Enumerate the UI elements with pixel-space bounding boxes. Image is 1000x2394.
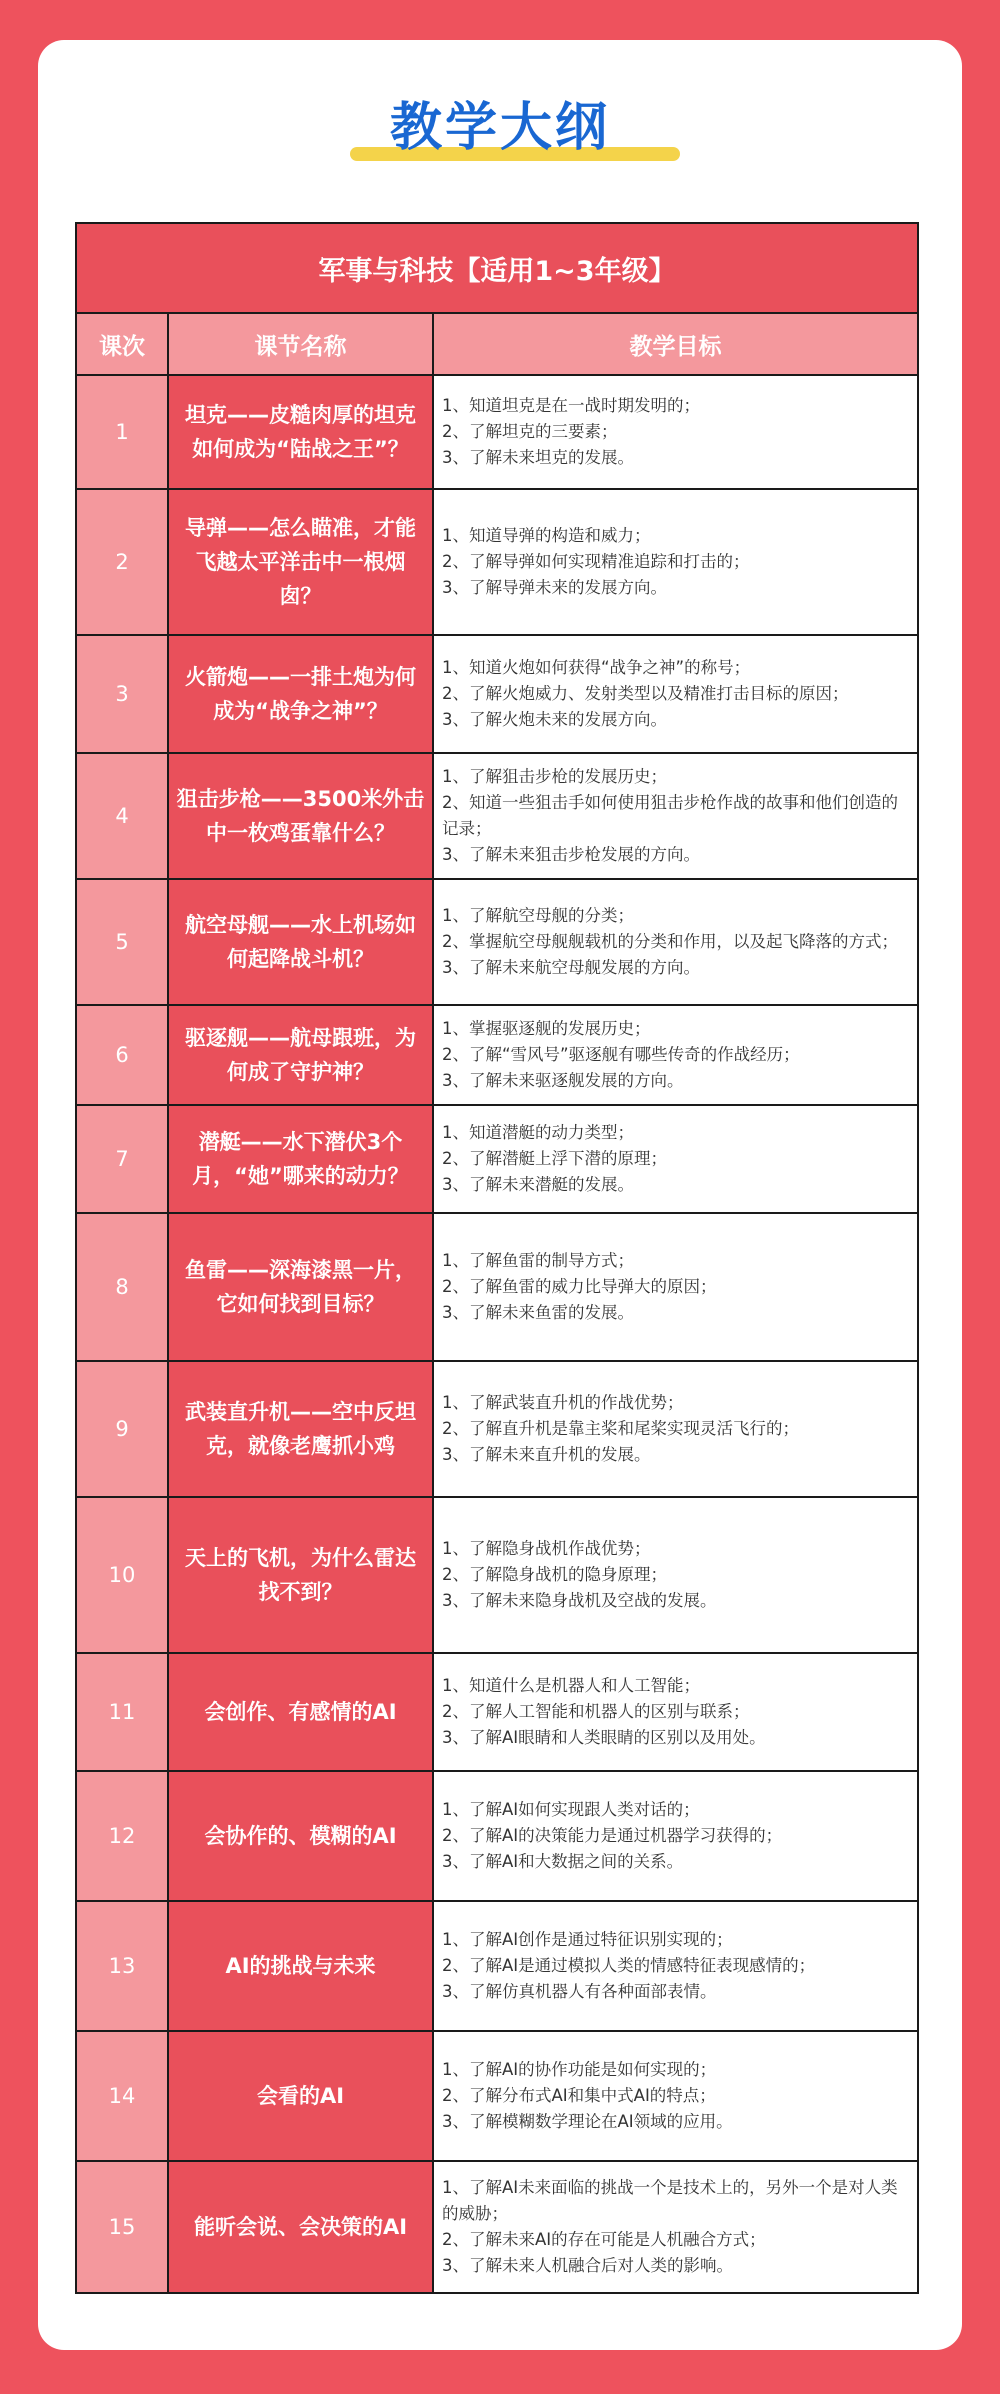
lesson-number: 7 [76,1105,168,1213]
table-row [76,1213,918,1361]
table-caption: 军事与科技【适用1~3年级】 [76,223,918,313]
table-row [76,1771,918,1901]
lesson-name: 会创作、有感情的AI [168,1653,433,1771]
lesson-goals [433,1497,918,1653]
goal-line: 3、了解AI和大数据之间的关系。 [442,1852,684,1871]
lesson-number: 5 [76,879,168,1005]
goal-line: 2、了解未来AI的存在可能是人机融合方式； [442,2230,766,2249]
table-row [76,1105,918,1213]
table-row [76,635,918,753]
goal-line: 2、了解导弹如何实现精准追踪和打击的； [442,552,750,571]
column-header-goals: 教学目标 [433,313,918,375]
lesson-number: 11 [76,1653,168,1771]
lesson-name: 天上的飞机，为什么雷达找不到？ [168,1497,433,1653]
goal-line: 3、了解未来坦克的发展。 [442,448,634,467]
goal-line: 3、了解模糊数学理论在AI领域的应用。 [442,2112,733,2131]
goal-line: 1、了解航空母舰的分类； [442,906,634,925]
table-row [76,2161,918,2293]
syllabus-table [75,222,919,2294]
table-row [76,879,918,1005]
lesson-name: 会协作的、模糊的AI [168,1771,433,1901]
table-row [76,1005,918,1105]
goal-line: 3、了解仿真机器人有各种面部表情。 [442,1982,717,2001]
goal-line: 1、知道导弹的构造和威力； [442,526,651,545]
goal-line: 3、了解未来人机融合后对人类的影响。 [442,2256,733,2275]
goal-line: 2、了解AI的决策能力是通过机器学习获得的； [442,1826,783,1845]
lesson-number: 2 [76,489,168,635]
table-row [76,1653,918,1771]
lesson-name: 狙击步枪——3500米外击中一枚鸡蛋靠什么？ [168,753,433,879]
goal-line: 2、了解人工智能和机器人的区别与联系； [442,1702,750,1721]
title-block [38,95,962,205]
lesson-goals [433,1361,918,1497]
goal-line: 1、知道潜艇的动力类型； [442,1123,634,1142]
lesson-name: 鱼雷——深海漆黑一片，它如何找到目标？ [168,1213,433,1361]
lesson-goals [433,753,918,879]
lesson-number: 15 [76,2161,168,2293]
lesson-goals [433,635,918,753]
lesson-goals [433,1771,918,1901]
lesson-goals [433,1901,918,2031]
lesson-number: 3 [76,635,168,753]
goal-line: 1、了解AI如何实现跟人类对话的； [442,1800,700,1819]
goal-line: 1、知道坦克是在一战时期发明的； [442,396,700,415]
lesson-goals [433,1005,918,1105]
lesson-number: 12 [76,1771,168,1901]
column-header-lesson: 课次 [76,313,168,375]
lesson-goals [433,1653,918,1771]
goal-line: 3、了解火炮未来的发展方向。 [442,710,667,729]
content-card [38,40,962,2350]
table-row [76,489,918,635]
goal-line: 1、掌握驱逐舰的发展历史； [442,1019,651,1038]
goal-line: 1、知道什么是机器人和人工智能； [442,1676,700,1695]
lesson-name: 潜艇——水下潜伏3个月，“她”哪来的动力？ [168,1105,433,1213]
goal-line: 2、了解潜艇上浮下潜的原理； [442,1149,667,1168]
lesson-goals [433,489,918,635]
lesson-goals [433,375,918,489]
table-row [76,2031,918,2161]
goal-line: 3、了解AI眼睛和人类眼睛的区别以及用处。 [442,1728,766,1747]
lesson-number: 14 [76,2031,168,2161]
table-header-row [76,313,918,375]
lesson-name: AI的挑战与未来 [168,1901,433,2031]
lesson-number: 9 [76,1361,168,1497]
goal-line: 1、了解鱼雷的制导方式； [442,1251,634,1270]
goal-line: 3、了解未来直升机的发展。 [442,1445,651,1464]
goal-line: 3、了解未来狙击步枪发展的方向。 [442,845,700,864]
goal-line: 2、了解直升机是靠主桨和尾桨实现灵活飞行的； [442,1419,799,1438]
goal-line: 2、掌握航空母舰舰载机的分类和作用，以及起飞降落的方式； [442,932,898,951]
lesson-number: 4 [76,753,168,879]
goal-line: 2、了解火炮威力、发射类型以及精准打击目标的原因； [442,684,849,703]
lesson-number: 10 [76,1497,168,1653]
table-row [76,375,918,489]
goal-line: 3、了解未来鱼雷的发展。 [442,1303,634,1322]
table-row [76,1361,918,1497]
table-row [76,753,918,879]
goal-line: 3、了解导弹未来的发展方向。 [442,578,667,597]
goal-line: 3、了解未来驱逐舰发展的方向。 [442,1071,684,1090]
table-row [76,1497,918,1653]
lesson-number: 6 [76,1005,168,1105]
goal-line: 1、了解AI创作是通过特征识别实现的； [442,1930,733,1949]
goal-line: 2、了解“雪风号”驱逐舰有哪些传奇的作战经历； [442,1045,800,1064]
lesson-goals [433,1213,918,1361]
goal-line: 3、了解未来航空母舰发展的方向。 [442,958,700,977]
goal-line: 1、了解狙击步枪的发展历史； [442,767,667,786]
lesson-name: 火箭炮——一排土炮为何成为“战争之神”？ [168,635,433,753]
lesson-name: 武装直升机——空中反坦克，就像老鹰抓小鸡 [168,1361,433,1497]
goal-line: 2、知道一些狙击手如何使用狙击步枪作战的故事和他们创造的记录； [442,793,898,838]
lesson-goals [433,879,918,1005]
goal-line: 1、了解AI的协作功能是如何实现的； [442,2060,717,2079]
lesson-number: 1 [76,375,168,489]
goal-line: 1、了解隐身战机作战优势； [442,1539,651,1558]
goal-line: 1、了解武装直升机的作战优势； [442,1393,684,1412]
goal-line: 2、了解坦克的三要素； [442,422,618,441]
goal-line: 2、了解鱼雷的威力比导弹大的原因； [442,1277,717,1296]
table-row [76,1901,918,2031]
lesson-goals [433,2161,918,2293]
lesson-goals [433,2031,918,2161]
goal-line: 1、了解AI未来面临的挑战一个是技术上的，另外一个是对人类的威胁； [442,2178,898,2223]
goal-line: 2、了解AI是通过模拟人类的情感特征表现感情的； [442,1956,816,1975]
lesson-name: 航空母舰——水上机场如何起降战斗机？ [168,879,433,1005]
column-header-name: 课节名称 [168,313,433,375]
goal-line: 1、知道火炮如何获得“战争之神”的称号； [442,658,751,677]
lesson-name: 驱逐舰——航母跟班，为何成了守护神？ [168,1005,433,1105]
lesson-name: 会看的AI [168,2031,433,2161]
goal-line: 2、了解隐身战机的隐身原理； [442,1565,667,1584]
table-caption-row [76,223,918,313]
lesson-number: 8 [76,1213,168,1361]
lesson-name: 坦克——皮糙肉厚的坦克如何成为“陆战之王”？ [168,375,433,489]
lesson-goals [433,1105,918,1213]
lesson-name: 导弹——怎么瞄准，才能飞越太平洋击中一根烟囱？ [168,489,433,635]
lesson-name: 能听会说、会决策的AI [168,2161,433,2293]
lesson-number: 13 [76,1901,168,2031]
goal-line: 2、了解分布式AI和集中式AI的特点； [442,2086,716,2105]
goal-line: 3、了解未来潜艇的发展。 [442,1175,634,1194]
page-title: 教学大纲 [389,98,610,158]
goal-line: 3、了解未来隐身战机及空战的发展。 [442,1591,717,1610]
